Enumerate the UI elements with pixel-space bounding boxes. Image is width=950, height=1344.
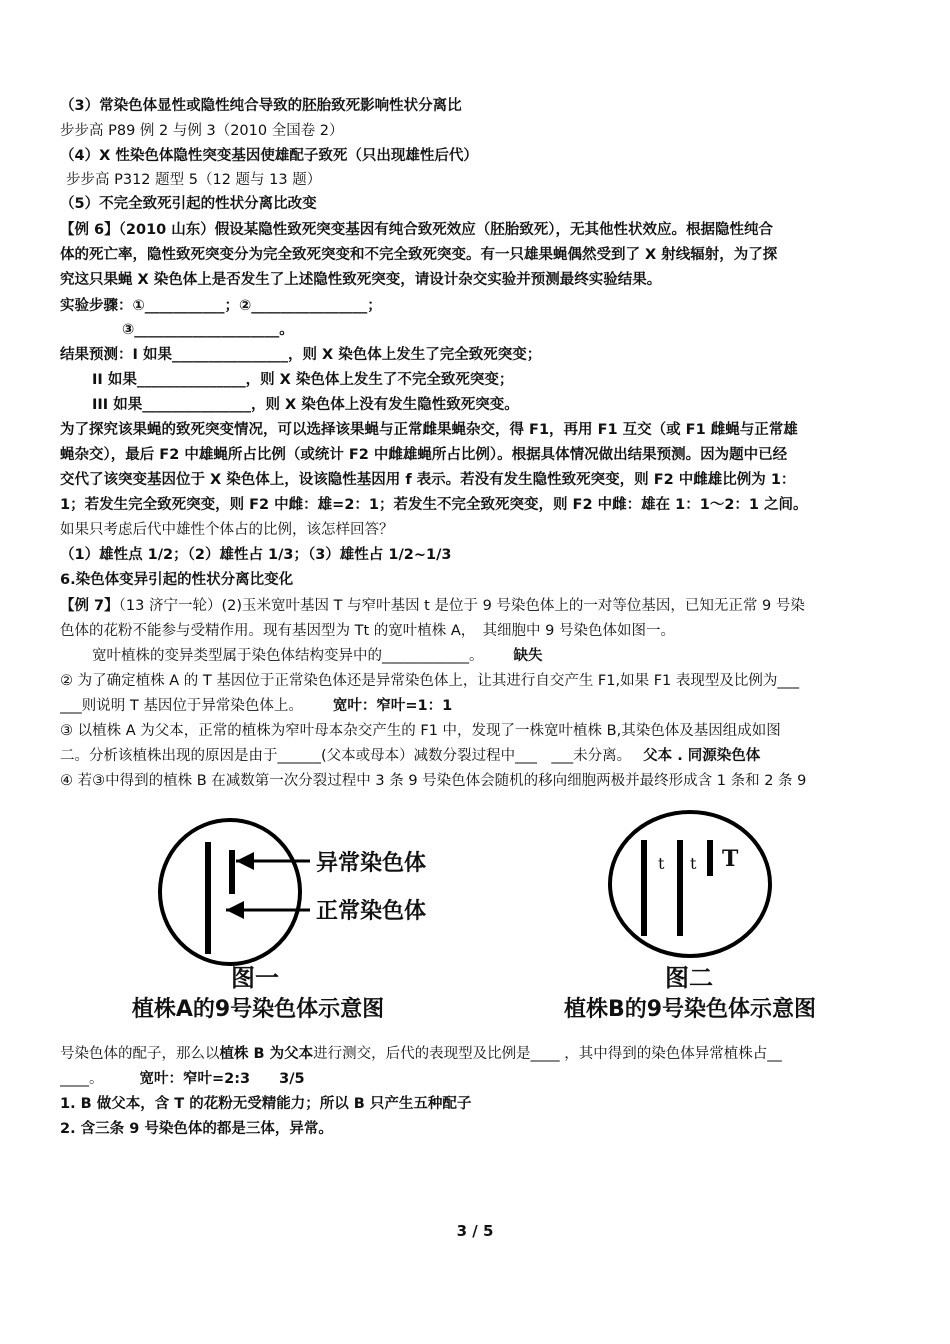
result-prediction-3: III 如果_______________，则 X 染色体上没有发生隐性致死突变。 [92, 397, 519, 413]
arrow-head-abnormal [236, 852, 254, 870]
experiment-step-3: ③____________________。 [122, 322, 294, 338]
arrow-head-normal [226, 901, 244, 919]
subheading-4: （4）X 性染色体隐性突变基因使雄配子致死（只出现雄性后代） [60, 148, 478, 164]
question-4: ④ 若③中得到的植株 B 在减数第一次分裂过程中 3 条 9 号染色体会随机的移向细胞两极并最终形成含 1 条和 2 条 9 [60, 773, 807, 789]
example-6-question: 【例 6】（2010 山东）假设某隐性致死突变基因有纯合致死效应（胚胎致死），无其他性状效应。根据隐性纯合 [60, 222, 774, 238]
section-heading-6: 6.染色体变异引起的性状分离比变化 [60, 572, 294, 588]
result-prediction-2: II 如果_______________，则 X 染色体上发生了不完全致死突变； [92, 372, 514, 388]
experiment-steps: 实验步骤：①___________；②________________； [60, 298, 382, 314]
question-4 [60, 1044, 892, 1064]
gene-label-T: T [722, 846, 739, 872]
figure-2-caption: 植株B的9号染色体示意图 [563, 997, 817, 1022]
page-number: 3 / 5 [456, 1222, 494, 1240]
answer-paragraph: 为了探究该果蝇的致死突变情况，可以选择该果蝇与正常雌果蝇杂交，得 F1，再用 F1 互交（或 F1 雌蝇与正常雄 [60, 422, 798, 438]
figure-1 [150, 802, 490, 982]
follow-up-answer: （1）雄性点 1/2；（2）雄性占 1/3；（3）雄性占 1/2~1/3 [60, 547, 452, 563]
example-7-label: 【例 7】 [60, 598, 119, 614]
follow-up-question: 如果只考虑后代中雄性个体占的比例，该怎样回答？ [60, 522, 394, 538]
question-2: ② 为了确定植株 A 的 T 基因位于正常染色体还是异常染色体上，让其进行自交产生 F1,如果 F1 表现型及比例为___ [60, 673, 800, 689]
gene-label-t-2: t [690, 854, 697, 873]
example-7-question [60, 596, 892, 616]
answer-2: 宽叶：窄叶=1：1 [332, 698, 453, 714]
question-1 [92, 646, 892, 666]
example-7-text: （13 济宁一轮）(2)玉米宽叶基因 T 与窄叶基因 t 是位于 9 号染色体上的一对等位基因，已知无正常 9 号染 [118, 598, 805, 614]
cell-outline [610, 812, 770, 956]
question-1-text: 宽叶植株的变异类型属于染色体结构变异中的____________。 [92, 648, 484, 664]
reference-line: 步步高 P89 例 2 与例 3（2010 全国卷 2） [60, 123, 344, 139]
reference-line: 步步高 P312 题型 5（12 题与 13 题） [66, 172, 322, 188]
figure-1-title: 图一 [231, 964, 279, 992]
figure-2 [600, 804, 780, 964]
gene-label-t-1: t [658, 854, 665, 873]
answer-paragraph: 1；若发生完全致死突变，则 F2 中雌：雄=2：1；若发生不完全致死突变，则 F2 中雌：雄在 1：1～2：1 之间。 [60, 497, 808, 513]
question-3: ③ 以植株 A 为父本，正常的植株为窄叶母本杂交产生的 F1 中，发现了一株宽叶植株 B,其染色体及基因组成如图 [60, 723, 781, 739]
question-4 [60, 1069, 892, 1089]
figure-2-title: 图二 [665, 964, 713, 992]
subheading-3: （3）常染色体显性或隐性纯合导致的胚胎致死影响性状分离比 [60, 98, 462, 114]
label-normal-chromosome: 正常染色体 [316, 899, 427, 924]
subheading-5: （5）不完全致死引起的性状分离比改变 [60, 196, 317, 212]
question-3 [60, 746, 892, 766]
answer-paragraph: 蝇杂交），最后 F2 中雄蝇所占比例（或统计 F2 中雌雄蝇所占比例）。根据具体情况做出结果预测。因为题中已经 [60, 447, 788, 463]
label-abnormal-chromosome: 异常染色体 [316, 851, 427, 876]
answer-4: 宽叶：窄叶=2:3 3/5 [139, 1071, 305, 1087]
example-6-question: 究这只果蝇 X 染色体上是否发生了上述隐性致死突变，请设计杂交实验并预测最终实验结果。 [60, 272, 662, 288]
result-prediction-1: 结果预测：I 如果________________，则 X 染色体上发生了完全致死突变； [60, 347, 542, 363]
question-2 [60, 696, 892, 716]
answer-1: 缺失 [513, 648, 543, 664]
figure-1-diagram [150, 802, 490, 982]
question-4-emphasis: 植株 B 为父本 [219, 1046, 314, 1062]
question-4-blank: ____。 [60, 1071, 104, 1087]
explanation-1: 1. B 做父本，含 T 的花粉无受精能力；所以 B 只产生五种配子 [60, 1096, 472, 1112]
question-3-text: 二。分析该植株出现的原因是由于______(父本或母本）减数分裂过程中___ ___未分离。 [60, 748, 632, 764]
example-7-question: 色体的花粉不能参与受精作用。现有基因型为 Tt 的宽叶植株 A， 其细胞中 9 号染色体如图一。 [60, 623, 675, 639]
example-6-question: 体的死亡率，隐性致死突变分为完全致死突变和不完全致死突变。有一只雄果蝇偶然受到了 X 射线辐射，为了探 [60, 247, 778, 263]
explanation-2: 2. 含三条 9 号染色体的都是三体，异常。 [60, 1121, 333, 1137]
answer-3: 父本 . 同源染色体 [643, 748, 761, 764]
question-4-text: 号染色体的配子，那么以 [60, 1046, 220, 1062]
figure-1-caption: 植株A的9号染色体示意图 [131, 997, 385, 1022]
answer-paragraph: 交代了该突变基因位于 X 染色体上，设该隐性基因用 f 表示。若没有发生隐性致死突变，则 F2 中雌雄比例为 1： [60, 472, 796, 488]
question-4-text: 进行测交，后代的表现型及比例是____ ，其中得到的染色体异常植株占__ [313, 1046, 782, 1062]
question-2-text: ___则说明 T 基因位于异常染色体上。 [60, 698, 303, 714]
figure-2-diagram [600, 804, 780, 964]
